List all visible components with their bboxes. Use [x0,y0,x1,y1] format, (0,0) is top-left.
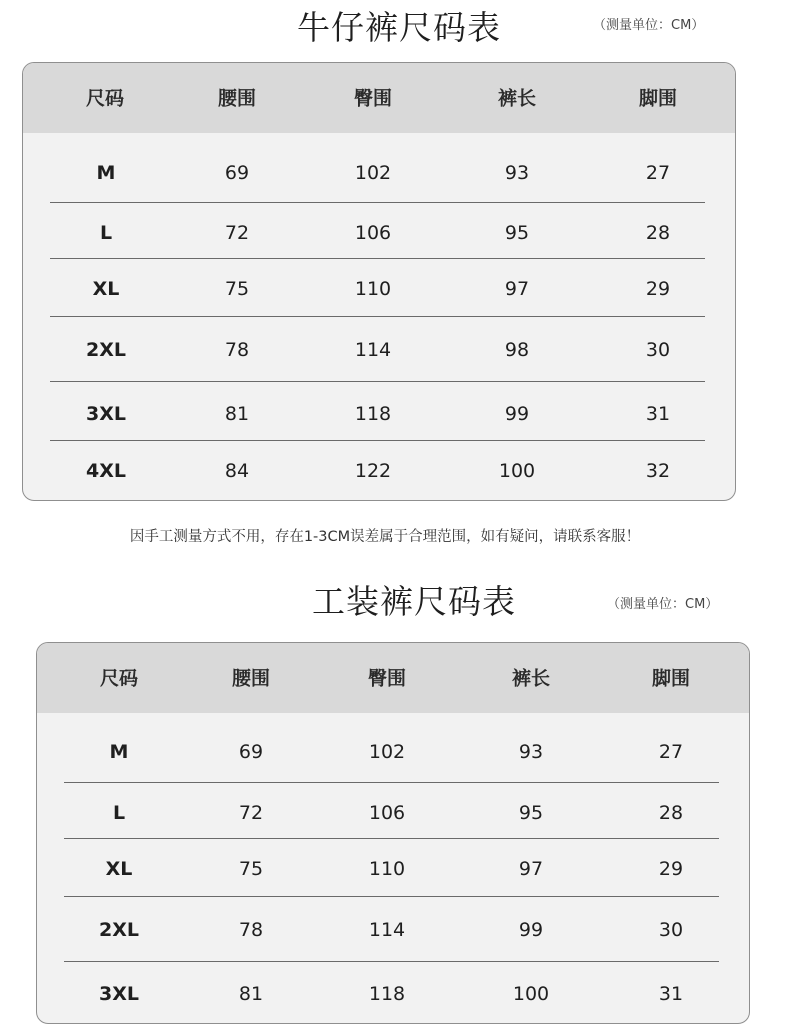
table-cell-waist: 81 [224,403,250,425]
row-divider [64,782,719,783]
table-cell-hip: 114 [354,339,392,361]
row-divider [64,838,719,839]
table-cell-hip: 122 [354,460,392,482]
table-cell-waist: 72 [238,802,264,824]
table-cell-waist: 78 [238,919,264,941]
table-cell-length: 93 [518,741,544,763]
table-cell-waist: 84 [224,460,250,482]
table-cell-hip: 102 [368,741,406,763]
table-cell-hip: 106 [354,222,392,244]
size-label-cell: 2XL [99,919,139,941]
jeans-size-chart-title: 牛仔裤尺码表 [297,8,501,47]
table-cell-waist: 75 [224,278,250,300]
column-header-waist: 腰围 [217,87,257,110]
table-cell-hip: 110 [368,858,406,880]
size-label-cell: 3XL [86,403,126,425]
column-header-length: 裤长 [511,667,551,690]
table-cell-length: 99 [518,919,544,941]
table-cell-hip: 114 [368,919,406,941]
table-cell-waist: 69 [238,741,264,763]
table-cell-hem: 29 [645,278,671,300]
column-header-size: 尺码 [85,87,125,110]
size-label-cell: M [96,162,116,184]
table-cell-waist: 69 [224,162,250,184]
table-cell-hem: 27 [645,162,671,184]
measurement-note: 因手工测量方式不用，存在1-3CM误差属于合理范围，如有疑问，请联系客服！ [129,529,641,545]
row-divider [64,961,719,962]
row-divider [64,896,719,897]
table-cell-waist: 72 [224,222,250,244]
cargo-size-chart-title: 工装裤尺码表 [312,582,516,621]
table-cell-hem: 27 [658,741,684,763]
column-header-waist: 腰围 [231,667,271,690]
table-cell-hem: 31 [658,983,684,1005]
table-cell-hem: 32 [645,460,671,482]
table-cell-waist: 78 [224,339,250,361]
table-cell-hem: 30 [658,919,684,941]
table-cell-length: 97 [518,858,544,880]
size-label-cell: 3XL [99,983,139,1005]
table-cell-hip: 118 [354,403,392,425]
row-divider [50,202,705,203]
table-cell-length: 98 [504,339,530,361]
column-header-length: 裤长 [497,87,537,110]
jeans-size-table [22,62,736,501]
row-divider [50,440,705,441]
table-cell-hip: 110 [354,278,392,300]
size-label-cell: M [109,741,129,763]
row-divider [50,316,705,317]
table-cell-length: 93 [504,162,530,184]
size-label-cell: 2XL [86,339,126,361]
table-cell-hem: 28 [645,222,671,244]
size-label-cell: XL [105,858,133,880]
size-label-cell: L [99,222,113,244]
size-label-cell: 4XL [86,460,126,482]
table-cell-hem: 29 [658,858,684,880]
column-header-hip: 臀围 [367,667,407,690]
cargo-size-table [36,642,750,1024]
table-cell-hip: 118 [368,983,406,1005]
table-cell-hem: 31 [645,403,671,425]
table-cell-length: 99 [504,403,530,425]
table-cell-waist: 81 [238,983,264,1005]
column-header-hem: 脚围 [638,87,678,110]
table-cell-hip: 106 [368,802,406,824]
row-divider [50,258,705,259]
cargo-unit-label: （测量单位：CM） [607,597,719,612]
table-cell-length: 100 [498,460,536,482]
row-divider [50,381,705,382]
column-header-hem: 脚围 [651,667,691,690]
table-cell-length: 100 [512,983,550,1005]
table-cell-hip: 102 [354,162,392,184]
table-cell-length: 95 [518,802,544,824]
column-header-hip: 臀围 [353,87,393,110]
table-cell-length: 95 [504,222,530,244]
column-header-size: 尺码 [99,667,139,690]
table-cell-hem: 28 [658,802,684,824]
table-cell-length: 97 [504,278,530,300]
size-label-cell: XL [92,278,120,300]
size-label-cell: L [112,802,126,824]
table-cell-waist: 75 [238,858,264,880]
table-cell-hem: 30 [645,339,671,361]
jeans-unit-label: （测量单位：CM） [593,18,705,33]
